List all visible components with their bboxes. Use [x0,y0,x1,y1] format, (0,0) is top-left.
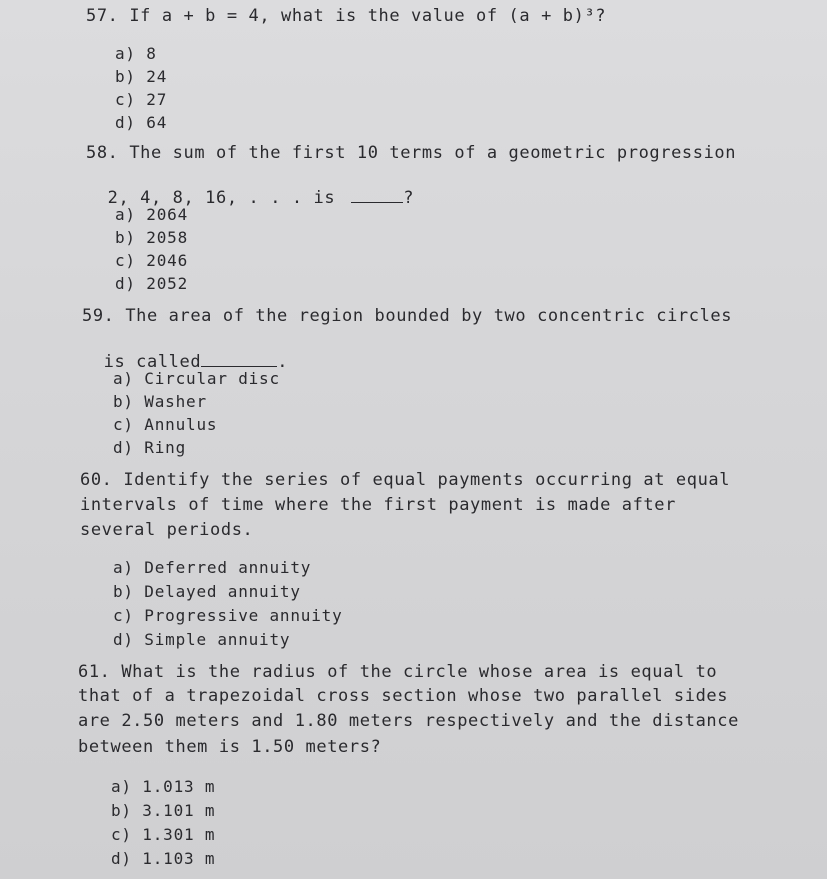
question-58-line-2 [86,168,414,208]
q59-option-a[interactable]: a) Circular disc [113,369,280,388]
q57-option-d[interactable]: d) 64 [115,113,168,132]
question-59-line-1: 59. The area of the region bounded by two concentric circles [82,306,733,326]
question-61-line-1: 61. What is the radius of the circle whose area is equal to [78,662,718,682]
q58-option-b[interactable]: b) 2058 [115,228,189,247]
q61-option-b[interactable]: b) 3.101 m [111,801,216,820]
q57-option-a[interactable]: a) 8 [115,44,157,63]
question-57-text: 57. If a + b = 4, what is the value of (a + b)³? [86,6,607,26]
q61-option-c[interactable]: c) 1.301 m [111,825,216,844]
question-61-line-2: that of a trapezoidal cross section whose two parallel sides [78,686,729,706]
question-61-line-3: are 2.50 meters and 1.80 meters respectively and the distance [78,711,739,731]
q57-option-b[interactable]: b) 24 [115,67,168,86]
question-59-end: . [277,352,289,372]
q58-option-d[interactable]: d) 2052 [115,274,189,293]
q58-option-a[interactable]: a) 2064 [115,205,189,224]
q60-option-d[interactable]: d) Simple annuity [113,630,291,649]
q61-option-a[interactable]: a) 1.013 m [111,777,216,796]
question-61-line-4: between them is 1.50 meters? [78,737,382,757]
q60-option-a[interactable]: a) Deferred annuity [113,558,312,577]
q59-option-d[interactable]: d) Ring [113,438,187,457]
q60-option-c[interactable]: c) Progressive annuity [113,606,343,625]
q57-option-c[interactable]: c) 27 [115,90,168,109]
question-60-line-1: 60. Identify the series of equal payments occurring at equal [80,470,731,490]
q60-option-b[interactable]: b) Delayed annuity [113,582,301,601]
q58-option-c[interactable]: c) 2046 [115,251,189,270]
question-58-text: 2, 4, 8, 16, . . . is [107,188,336,208]
question-59-text: is called [103,352,202,372]
question-60-line-3: several periods. [80,520,254,540]
q61-option-d[interactable]: d) 1.103 m [111,849,216,868]
q59-option-c[interactable]: c) Annulus [113,415,218,434]
question-58-end: ? [403,188,415,208]
answer-blank [201,352,277,367]
question-58-line-1: 58. The sum of the first 10 terms of a geometric progression [86,143,737,163]
question-60-line-2: intervals of time where the first payment is made after [80,495,676,515]
q59-option-b[interactable]: b) Washer [113,392,207,411]
question-59-line-2 [82,332,288,372]
answer-blank [351,188,403,203]
